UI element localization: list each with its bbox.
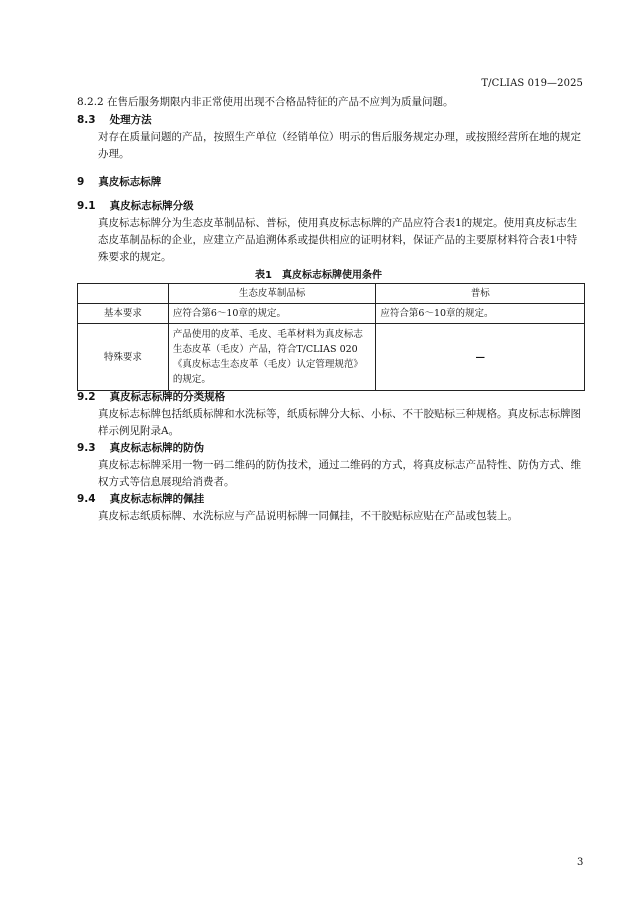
paragraph-text: 真皮标志纸质标牌、水洗标应与产品说明标牌一同佩挂，不干胶贴标应贴在产品或包装上。: [98, 510, 518, 522]
section-number: 9: [77, 176, 85, 188]
section-title: 处理方法: [109, 114, 152, 126]
table-header-cell: 普标: [376, 284, 585, 304]
section-9-heading: [77, 174, 161, 189]
table-caption: 表1 真皮标志标牌使用条件: [255, 270, 382, 281]
section-number: 9.2: [77, 391, 96, 403]
table-row: [78, 304, 585, 324]
section-9-2-body: [77, 406, 583, 440]
clause-8-2-2: 8.2.2 在售后服务期限内非正常使用出现不合格品特征的产品不应判为质量问题。: [77, 96, 454, 108]
table-cell: 应符合第6～10章的规定。: [168, 304, 376, 324]
section-number: 9.1: [77, 200, 96, 212]
section-title: 真皮标志标牌: [98, 176, 162, 188]
paragraph-text: 真皮标志标牌包括纸质标牌和水洗标等，纸质标牌分大标、小标、不干胶贴标三种规格。真皮标志标牌图样示例见附录A。: [98, 408, 581, 437]
section-title: 真皮标志标牌分级: [109, 200, 194, 212]
section-title: 真皮标志标牌的防伪: [109, 442, 205, 454]
row-label: 特殊要求: [78, 324, 169, 391]
section-9-4-heading: [77, 491, 204, 506]
section-8-3-heading: [77, 112, 152, 127]
table-header-cell: [78, 284, 169, 304]
table-row: [78, 324, 585, 391]
section-9-1-heading: [77, 198, 194, 213]
table-header-cell: 生态皮革制品标: [168, 284, 376, 304]
section-9-3-heading: [77, 440, 204, 455]
row-label: 基本要求: [78, 304, 169, 324]
section-number: 8.3: [77, 114, 96, 126]
section-title: 真皮标志标牌的分类规格: [109, 391, 226, 403]
document-id: T/CLIAS 019—2025: [481, 78, 583, 89]
section-8-3-body: [77, 129, 583, 163]
table-cell: 产品使用的皮革、毛皮、毛革材料为真皮标志生态皮革（毛皮）产品，符合T/CLIAS 020《真皮标志生态皮革（毛皮）认定管理规范》的规定。: [168, 324, 376, 391]
paragraph-text: 对存在质量问题的产品，按照生产单位（经销单位）明示的售后服务规定办理，或按照经营所在地的规定办理。: [98, 131, 581, 160]
table-header-row: [78, 284, 585, 304]
table-cell: 应符合第6～10章的规定。: [376, 304, 585, 324]
section-9-1-body: [77, 215, 583, 266]
section-9-2-heading: [77, 389, 225, 404]
section-title: 真皮标志标牌的佩挂: [109, 493, 205, 505]
section-9-3-body: [77, 457, 583, 491]
page-number: 3: [577, 857, 584, 868]
section-number: 9.3: [77, 442, 96, 454]
paragraph-text: 真皮标志标牌采用一物一码二维码的防伪技术，通过二维码的方式，将真皮标志产品特性、防伪方式、维权方式等信息展现给消费者。: [98, 459, 581, 488]
usage-conditions-table: [77, 283, 585, 391]
table-cell: —: [376, 324, 585, 391]
paragraph-text: 真皮标志标牌分为生态皮革制品标、普标，使用真皮标志标牌的产品应符合表1的规定。使用真皮标志生态皮革制品标的企业，应建立产品追溯体系或提供相应的证明材料，保证产品的主要原材料符合表1中特殊要求的规定。: [98, 217, 578, 263]
section-number: 9.4: [77, 493, 96, 505]
section-9-4-body: [77, 508, 583, 525]
